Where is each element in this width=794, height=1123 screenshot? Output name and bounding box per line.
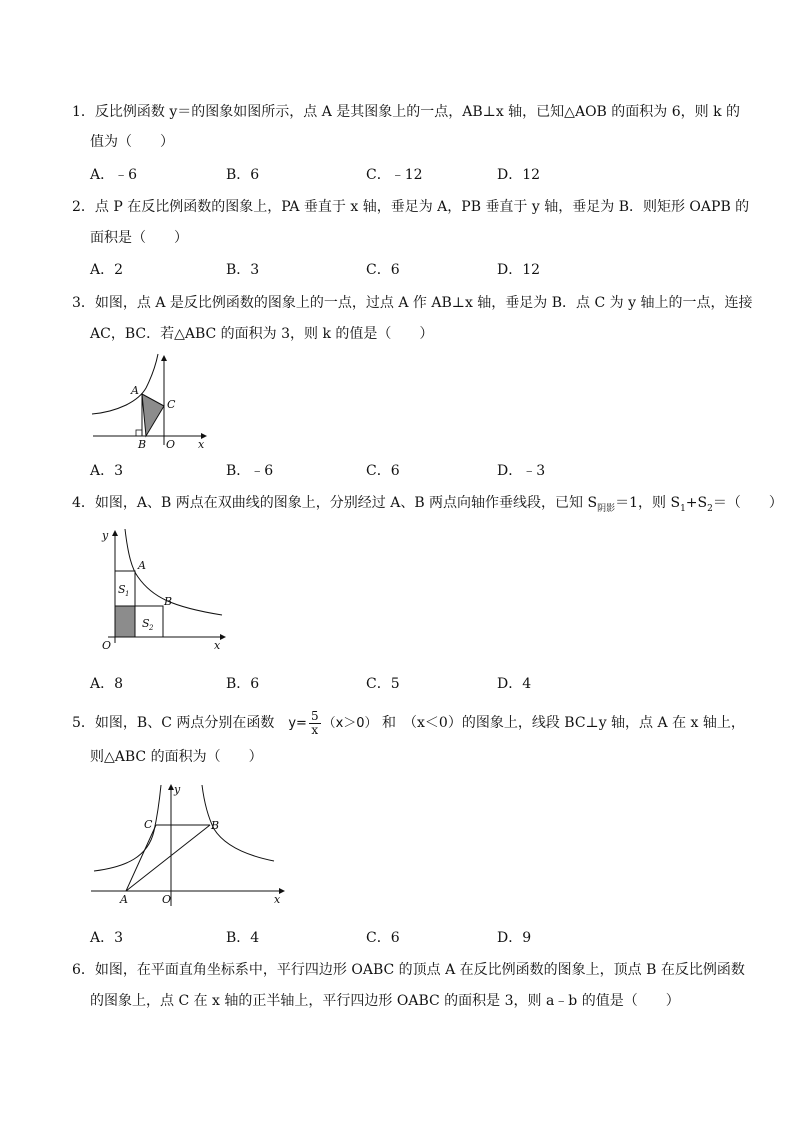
q5-segment-ac [126,825,156,891]
q4-shaded-rect [115,606,135,637]
q6-stem-line1: 6．如图，在平面直角坐标系中，平行四边形 OABC 的顶点 A 在反比例函数的图象上，顶点 B 在反比例函数 [72,962,745,978]
q3-label-c: C [167,398,176,411]
q2-option-d[interactable]: D．12 [497,262,541,278]
q4-label-x: x [214,639,221,652]
q3-label-a: A [131,384,139,397]
svg-text:1: 1 [125,590,130,598]
q5-option-b[interactable]: B．4 [226,930,260,946]
q5-option-a[interactable]: A．3 [90,930,124,946]
q5-label-a: A [120,893,128,906]
q3-stem-line1: 3．如图，点 A 是反比例函数的图象上的一点，过点 A 作 AB⊥x 轴，垂足为 B．点 C 为 y 轴上的一点，连接 [72,295,753,311]
q1-stem-line1: 1．反比例函数 y＝的图象如图所示，点 A 是其图象上的一点，AB⊥x 轴，已知△AOB 的面积为 6，则 k 的 [72,104,741,120]
q5-fraction: $\frac{5}{x}$ [310,708,319,737]
q3-label-x: x [198,438,205,450]
q4-label-s2: S [142,617,150,630]
q1-option-a[interactable]: A．﹣6 [90,167,138,183]
q5-label-b: B [211,819,220,832]
q3-stem-line2: AC，BC．若△ABC 的面积为 3，则 k 的值是（ ） [90,326,434,342]
q2-option-b[interactable]: B．3 [226,262,260,278]
q5-figure [86,781,291,911]
q4-label-o: O [102,639,112,652]
q5-stem-line2: 则△ABC 的面积为（ ） [90,749,263,765]
q5-segment-ab [126,825,210,891]
q4-label-b: B [164,595,173,608]
q4-option-a[interactable]: A．8 [90,676,124,692]
q1-option-c[interactable]: C．﹣12 [366,167,423,183]
q3-option-c[interactable]: C．6 [366,463,400,479]
q4-figure [92,525,232,653]
q5-option-c[interactable]: C．6 [366,930,400,946]
svg-text:2: 2 [149,624,154,632]
q5-label-y: y [174,783,181,796]
q3-right-angle-mark [136,430,142,436]
q3-label-b: B [138,438,147,450]
q3-shaded-triangle [142,394,164,436]
q1-option-b[interactable]: B．6 [226,167,260,183]
q3-option-b[interactable]: B．﹣6 [226,463,274,479]
q4-option-d[interactable]: D．4 [497,676,532,692]
q5-label-c: C [144,818,153,831]
q1-stem-line2: 值为（ ） [90,134,174,150]
q3-option-d[interactable]: D．﹣3 [497,463,546,479]
q4-label-a: A [138,559,146,572]
q4-stem-line1: 4．如图，A、B 两点在双曲线的图象上，分别经过 A、B 两点向轴作垂线段，已知 $S_{阴影}=1$，则 $S_1+S_2=$（ ） [72,495,783,514]
q5-option-d[interactable]: D．9 [497,930,532,946]
q5-label-o: O [162,893,172,906]
q4-hyperbola [125,529,222,615]
q2-stem-line1: 2．点 P 在反比例函数的图象上，PA 垂直于 x 轴，垂足为 A，PB 垂直于 y 轴，垂足为 B．则矩形 OAPB 的 [72,199,750,215]
q2-option-c[interactable]: C．6 [366,262,400,278]
q2-option-a[interactable]: A．2 [90,262,124,278]
q4-label-y: y [102,529,109,542]
q3-option-a[interactable]: A．3 [90,463,124,479]
q5-stem-line1: 5．如图，B、C 两点分别在函数 y= $\frac{5}{x}$ （x＞0） 和 （x＜0）的图象上，线段 BC⊥y 轴，点 A 在 x 轴上， [72,708,745,737]
q3-figure [88,350,213,450]
q2-stem-line2: 面积是（ ） [90,230,188,246]
q5-label-x: x [274,893,281,906]
q3-label-o: O [166,438,176,450]
q1-option-d[interactable]: D．12 [497,167,541,183]
q4-option-b[interactable]: B．6 [226,676,260,692]
q4-label-s1: S [118,583,126,596]
q4-option-c[interactable]: C．5 [366,676,400,692]
q6-stem-line2: 的图象上，点 C 在 x 轴的正半轴上，平行四边形 OABC 的面积是 3，则 a﹣b 的值是（ ） [90,993,680,1009]
